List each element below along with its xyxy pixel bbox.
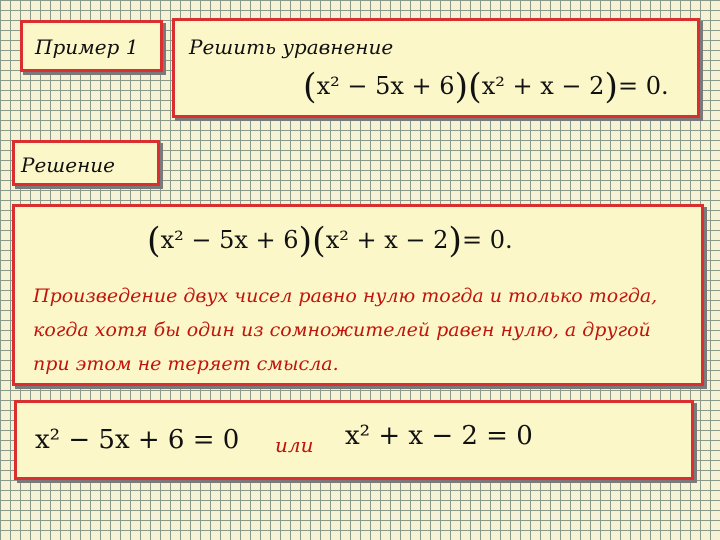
example-label-box (20, 20, 163, 72)
or-word: или (275, 433, 314, 457)
solution-factor-2: x² + x − 2 (325, 226, 449, 254)
example-label: Пример 1 (35, 35, 139, 59)
solution-label: Решение (21, 153, 115, 177)
task-rhs: = 0. (617, 72, 669, 100)
cases-box (14, 400, 694, 480)
task-label: Решить уравнение (189, 35, 394, 59)
task-box (172, 18, 700, 118)
case-2-equation: x² + x − 2 = 0 (345, 421, 533, 451)
explanation-text: Произведение двух чисел равно нулю тогда и только тогда, когда хотя бы один из сомножителей равен нулю, а другой при этом не теряет смысла. (33, 285, 658, 375)
case-1-equation: x² − 5x + 6 = 0 (35, 425, 240, 455)
explanation-box (12, 204, 704, 386)
solution-label-box (12, 140, 160, 186)
solution-factor-1: x² − 5x + 6 (160, 226, 299, 254)
task-equation: (x² − 5x + 6)(x² + x − 2)= 0. (303, 67, 669, 107)
task-factor-2: x² + x − 2 (481, 72, 605, 100)
task-factor-1: x² − 5x + 6 (316, 72, 455, 100)
solution-equation: (x² − 5x + 6)(x² + x − 2)= 0. (147, 221, 513, 261)
solution-rhs: = 0. (461, 226, 513, 254)
